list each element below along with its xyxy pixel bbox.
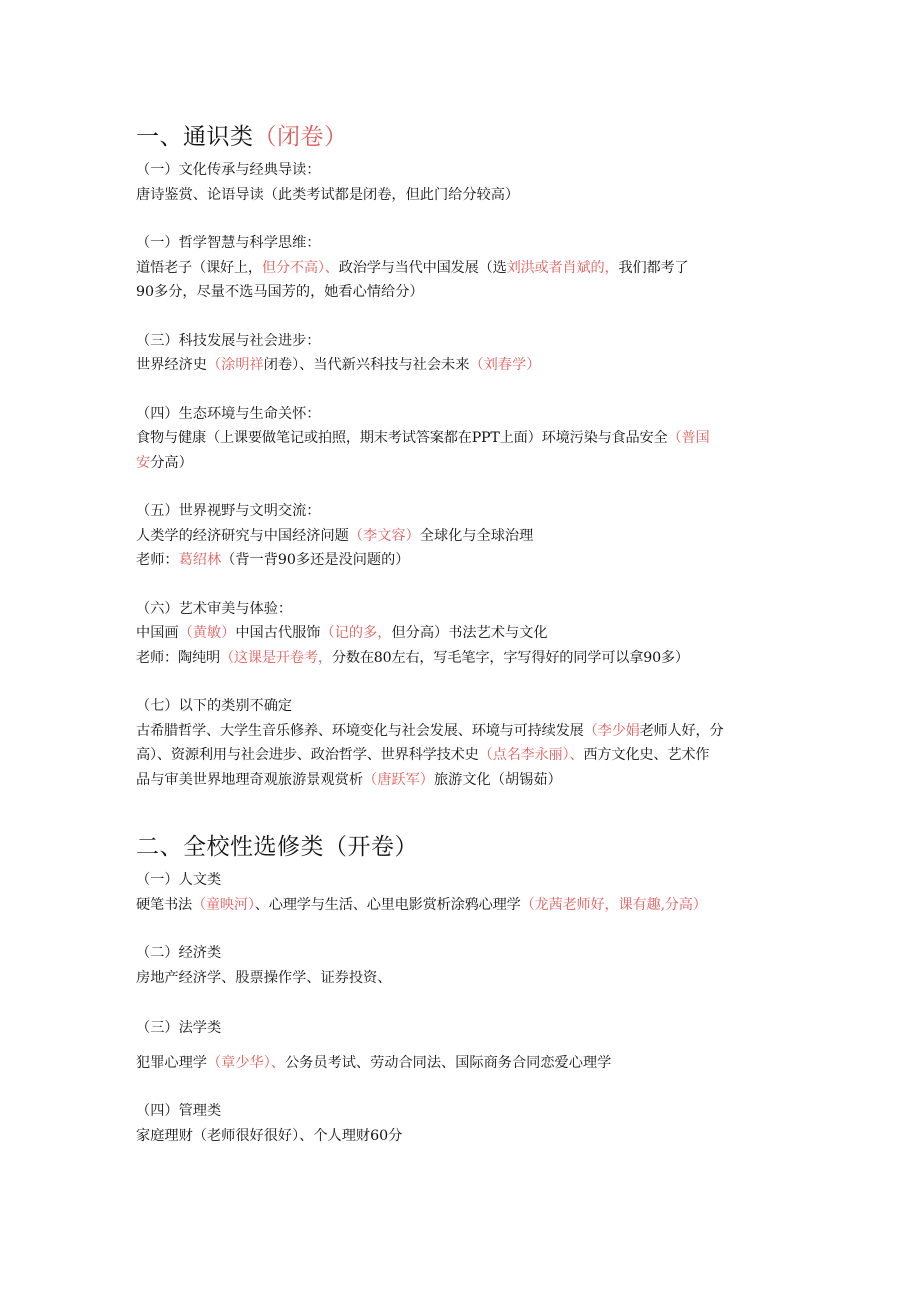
subsection-humanities <box>136 868 796 917</box>
subsection-technology <box>136 329 796 378</box>
subsection-heading: （三）法学类 <box>136 1020 222 1036</box>
document-page <box>136 118 796 1148</box>
course-line: 高）、资源利用与社会进步、政治哲学、世界科学技术史（点名李永丽）、西方文化史、艺术作 <box>136 747 710 763</box>
subsection-world-vision <box>136 499 796 573</box>
section-title-text: 二、全校性选修类（开卷） <box>136 834 418 860</box>
course-line: 房地产经济学、股票操作学、证券投资、 <box>136 969 392 986</box>
subsection-culture <box>136 158 796 207</box>
course-line: 硬笔书法（童映河）、心理学与生活、心里电影赏析涂鸦心理学（龙茜老师好，课有趣,分高） <box>136 896 707 913</box>
subsection-heading: （四）管理类 <box>136 1103 222 1119</box>
subsection-heading: （一）哲学智慧与科学思维： <box>136 235 321 251</box>
course-line: 家庭理财（老师很好很好）、个人理财60分 <box>136 1127 403 1144</box>
subsection-law <box>136 1016 796 1075</box>
subsection-heading: （六）艺术审美与体验： <box>136 600 293 617</box>
subsection-heading: （一）文化传承与经典导读： <box>136 162 321 178</box>
subsection-economics <box>136 941 796 990</box>
course-line: 老师：陶纯明（这课是开卷考，分数在80左右，写毛笔字，字写得好的同学可以拿90多） <box>136 649 689 666</box>
course-line: 安分高） <box>136 454 193 471</box>
course-line: 中国画（黄敏）中国古代服饰（记的多，但分高）书法艺术与文化 <box>136 625 548 641</box>
subsection-heading: （二）经济类 <box>136 945 222 961</box>
course-line: 老师：葛绍林（背一背90多还是没问题的） <box>136 552 410 568</box>
section-title-electives <box>136 828 796 866</box>
subsection-uncertain <box>136 694 796 792</box>
subsection-heading: （七）以下的类别不确定 <box>136 698 293 714</box>
subsection-art <box>136 597 796 671</box>
course-line: 90多分，尽量不选马国芳的，她看心情给分） <box>136 284 424 300</box>
subsection-heading: （三）科技发展与社会进步： <box>136 332 321 349</box>
course-line: 人类学的经济研究与中国经济问题（李文容）全球化与全球治理 <box>136 527 534 544</box>
course-line: 食物与健康（上课要做笔记或拍照，期末考试答案都在PPT上面）环境污染与食品安全（普国 <box>136 430 710 446</box>
course-line: 道悟老子（课好上，但分不高）、政治学与当代中国发展（选刘洪或者肖斌的，我们都考了 <box>136 259 689 276</box>
course-line: 古希腊哲学、大学生音乐修养、环境变化与社会发展、环境与可持续发展（李少娟老师人好，分 <box>136 722 724 739</box>
course-line: 唐诗鉴赏、论语导读（此类考试都是闭卷，但此门给分较高） <box>136 186 520 203</box>
subsection-management <box>136 1099 796 1148</box>
subsection-philosophy <box>136 231 796 305</box>
subsection-ecology <box>136 402 796 476</box>
course-line: 品与审美世界地理奇观旅游景观赏析（唐跃军）旅游文化（胡锡茹） <box>136 771 562 788</box>
subsection-heading: （四）生态环境与生命关怀： <box>136 405 321 422</box>
course-line: 犯罪心理学（章少华）、公务员考试、劳动合同法、国际商务合同恋爱心理学 <box>136 1054 612 1071</box>
section-title-general-education <box>136 118 796 156</box>
section-title-text: 一、通识类 <box>136 124 254 150</box>
section-title-note: （闭卷） <box>253 124 348 150</box>
subsection-heading: （一）人文类 <box>136 872 222 888</box>
course-line: 世界经济史（涂明祥闭卷）、当代新兴科技与社会未来（刘春学） <box>136 357 541 373</box>
subsection-heading: （五）世界视野与文明交流： <box>136 503 321 519</box>
